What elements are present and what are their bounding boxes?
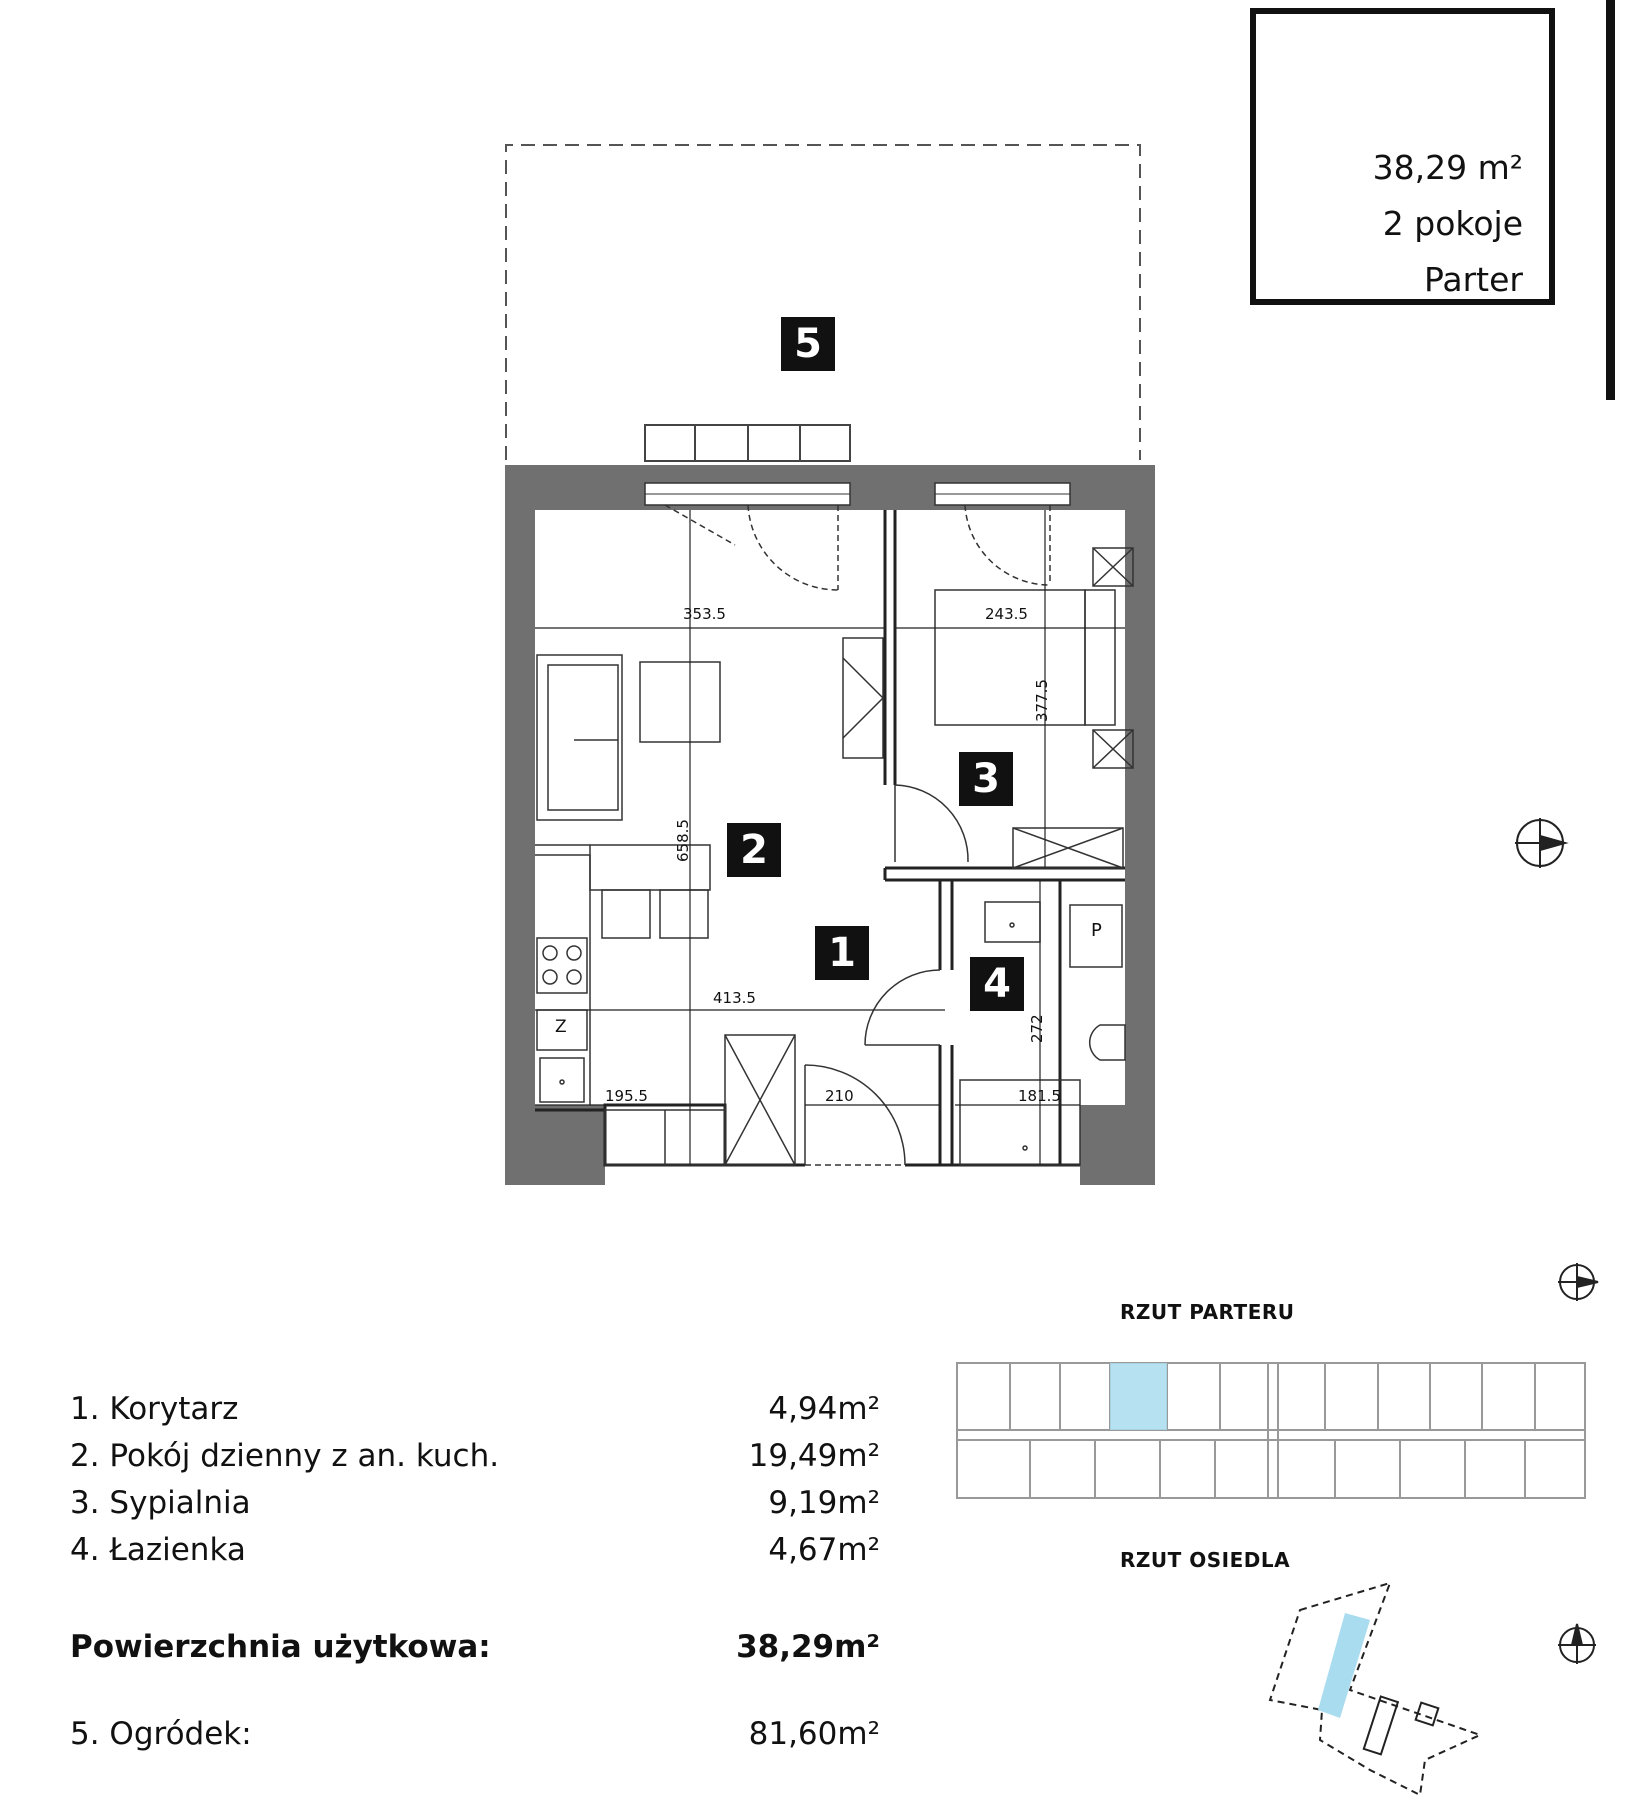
legend-garden — [70, 1711, 880, 1758]
dimension-label: 243.5 — [985, 605, 1028, 623]
legend-item-value: 9,19m² — [768, 1485, 880, 1521]
room-area-legend — [70, 1386, 880, 1758]
dimension-label: 195.5 — [605, 1087, 648, 1105]
apartment-area: 38,29 m² — [1372, 148, 1523, 187]
room-label-5: 5 — [781, 317, 835, 371]
ground-floor-key-plan — [957, 1363, 1585, 1498]
terrace-planter — [645, 425, 850, 461]
garden-area-label: 5. Ogródek: — [70, 1716, 252, 1752]
legend-item — [70, 1386, 880, 1433]
total-area-label: Powierzchnia użytkowa: — [70, 1629, 491, 1665]
legend-item-label: 2. Pokój dzienny z an. kuch. — [70, 1438, 500, 1474]
room-label-2: 2 — [727, 823, 781, 877]
walls — [505, 465, 1155, 1185]
dimension-label: 353.5 — [683, 605, 726, 623]
compass-icon — [1558, 1624, 1596, 1664]
furniture — [535, 548, 1133, 1165]
estate-highlight — [1318, 1613, 1370, 1718]
garden-area-value: 81,60m² — [748, 1716, 880, 1752]
ground-floor-caption: RZUT PARTERU — [1120, 1300, 1295, 1324]
apartment-floor: Parter — [1423, 260, 1523, 299]
estate-key-plan — [1270, 1583, 1480, 1795]
total-area-value: 38,29m² — [736, 1629, 880, 1665]
dimension-lines — [535, 510, 1125, 1165]
legend-item-label: 3. Sypialnia — [70, 1485, 251, 1521]
legend-item-value: 4,94m² — [768, 1391, 880, 1427]
estate-buildings — [1364, 1697, 1439, 1755]
dimension-label: 658.5 — [674, 819, 692, 862]
legend-total — [70, 1624, 880, 1671]
estate-caption: RZUT OSIEDLA — [1120, 1548, 1291, 1572]
legend-item-label: 1. Korytarz — [70, 1391, 239, 1427]
legend-item — [70, 1480, 880, 1527]
legend-item-value: 4,67m² — [768, 1532, 880, 1568]
door-swings — [665, 505, 1050, 590]
legend-item-value: 19,49m² — [748, 1438, 880, 1474]
room-label-3: 3 — [959, 752, 1013, 806]
room-label-4: 4 — [970, 957, 1024, 1011]
legend-item-label: 4. Łazienka — [70, 1532, 246, 1568]
washer-label: P — [1091, 920, 1102, 941]
dimension-label: 377.5 — [1033, 679, 1051, 722]
dimension-label: 181.5 — [1018, 1087, 1061, 1105]
apartment-rooms: 2 pokoje — [1382, 204, 1523, 243]
legend-item — [70, 1527, 880, 1574]
interior-walls — [535, 510, 1125, 1165]
dimension-label: 413.5 — [713, 989, 756, 1007]
fridge-label: Z — [555, 1017, 567, 1037]
dimension-label: 210 — [825, 1087, 854, 1105]
room-label-1: 1 — [815, 926, 869, 980]
apartment-highlight — [1110, 1363, 1167, 1430]
garden-outline — [506, 145, 1140, 460]
compass-icon — [1515, 818, 1565, 868]
dimension-label: 272 — [1028, 1014, 1046, 1043]
legend-item — [70, 1433, 880, 1480]
compass-icon — [1558, 1263, 1598, 1301]
